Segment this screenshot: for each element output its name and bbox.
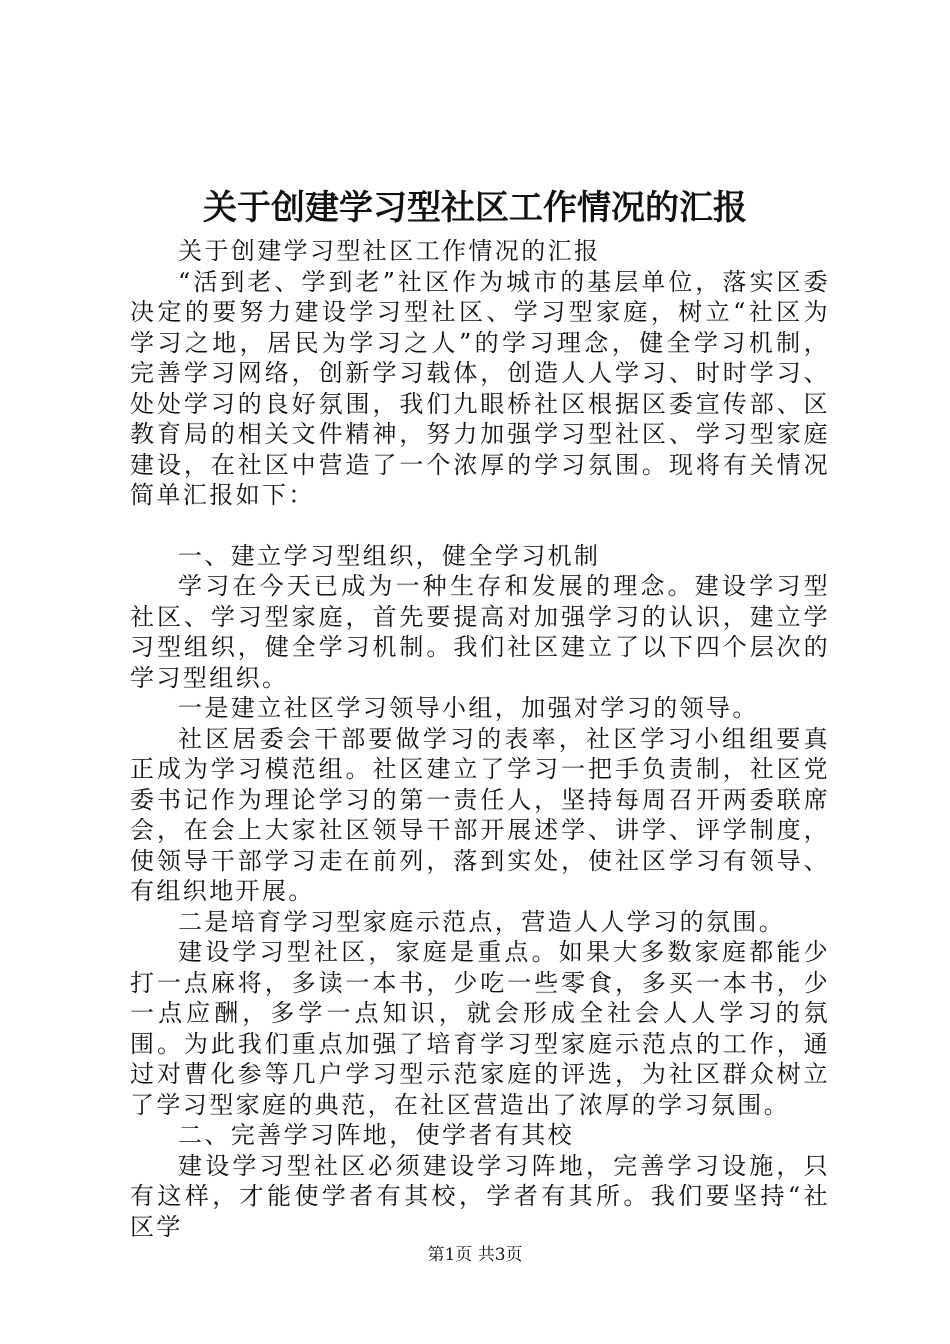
- section-heading-2: 二、完善学习阵地，使学者有其校: [178, 1121, 574, 1149]
- paragraph-section-1: 学习在今天已成为一种生存和发展的理念。建设学习型社区、学习型家庭，首先要提高对加强学习的认识，建立学习型组织，健全学习机制。我们社区建立了以下四个层次的学习型组织。: [130, 572, 830, 692]
- document-body: [130, 236, 830, 1242]
- subheading-2: 二是培育学习型家庭示范点，营造人人学习的氛围。: [178, 907, 786, 936]
- paragraph-subtitle: 关于创建学习型社区工作情况的汇报: [178, 237, 601, 265]
- subheading-1: 一是建立社区学习领导小组，加强对学习的领导。: [178, 694, 759, 722]
- paragraph-section-2: 建设学习型社区必须建设学习阵地，完善学习设施，只有这样，才能使学者有其校，学者有其所。我们要坚持“社区学: [130, 1151, 830, 1241]
- page-number: 第1页 共3页: [427, 1245, 523, 1265]
- paragraph-subheading-1: 社区居委会干部要做学习的表率，社区学习小组组要真正成为学习模范组。社区建立了学习一把手负责制，社区党委书记作为理论学习的第一责任人，坚持每周召开两委联席会，在会上大家社区领导干部开展述学、讲学、评学制度，使领导干部学习走在前列，落到实处，使社区学习有领导、有组织地开展。: [130, 724, 830, 905]
- section-heading-1: 一、建立学习型组织，健全学习机制: [178, 541, 601, 570]
- paragraph-intro: “活到老、学到老”社区作为城市的基层单位，落实区委决定的要努力建设学习型社区、学习型家庭，树立“社区为学习之地，居民为学习之人”的学习理念，健全学习机制，完善学习网络，创新学习载体，创造人人学习、时时学习、处处学习的良好氛围，我们九眼桥社区根据区委宣传部、区教育局的相关文件精神，努力加强学习型社区、学习型家庭建设，在社区中营造了一个浓厚的学习氛围。现将有关情况简单汇报如下：: [130, 267, 830, 509]
- paragraph-subheading-2: 建设学习型社区，家庭是重点。如果大多数家庭都能少打一点麻将，多读一本书，少吃一些零食，多买一本书，少一点应酬，多学一点知识，就会形成全社会人人学习的氛围。为此我们重点加强了培育学习型家庭示范点的工作，通过对曹化参等几户学习型示范家庭的评选，为社区群众树立了学习型家庭的典范，在社区营造出了浓厚的学习氛围。: [130, 938, 830, 1119]
- document-title: 关于创建学习型社区工作情况的汇报: [203, 188, 747, 228]
